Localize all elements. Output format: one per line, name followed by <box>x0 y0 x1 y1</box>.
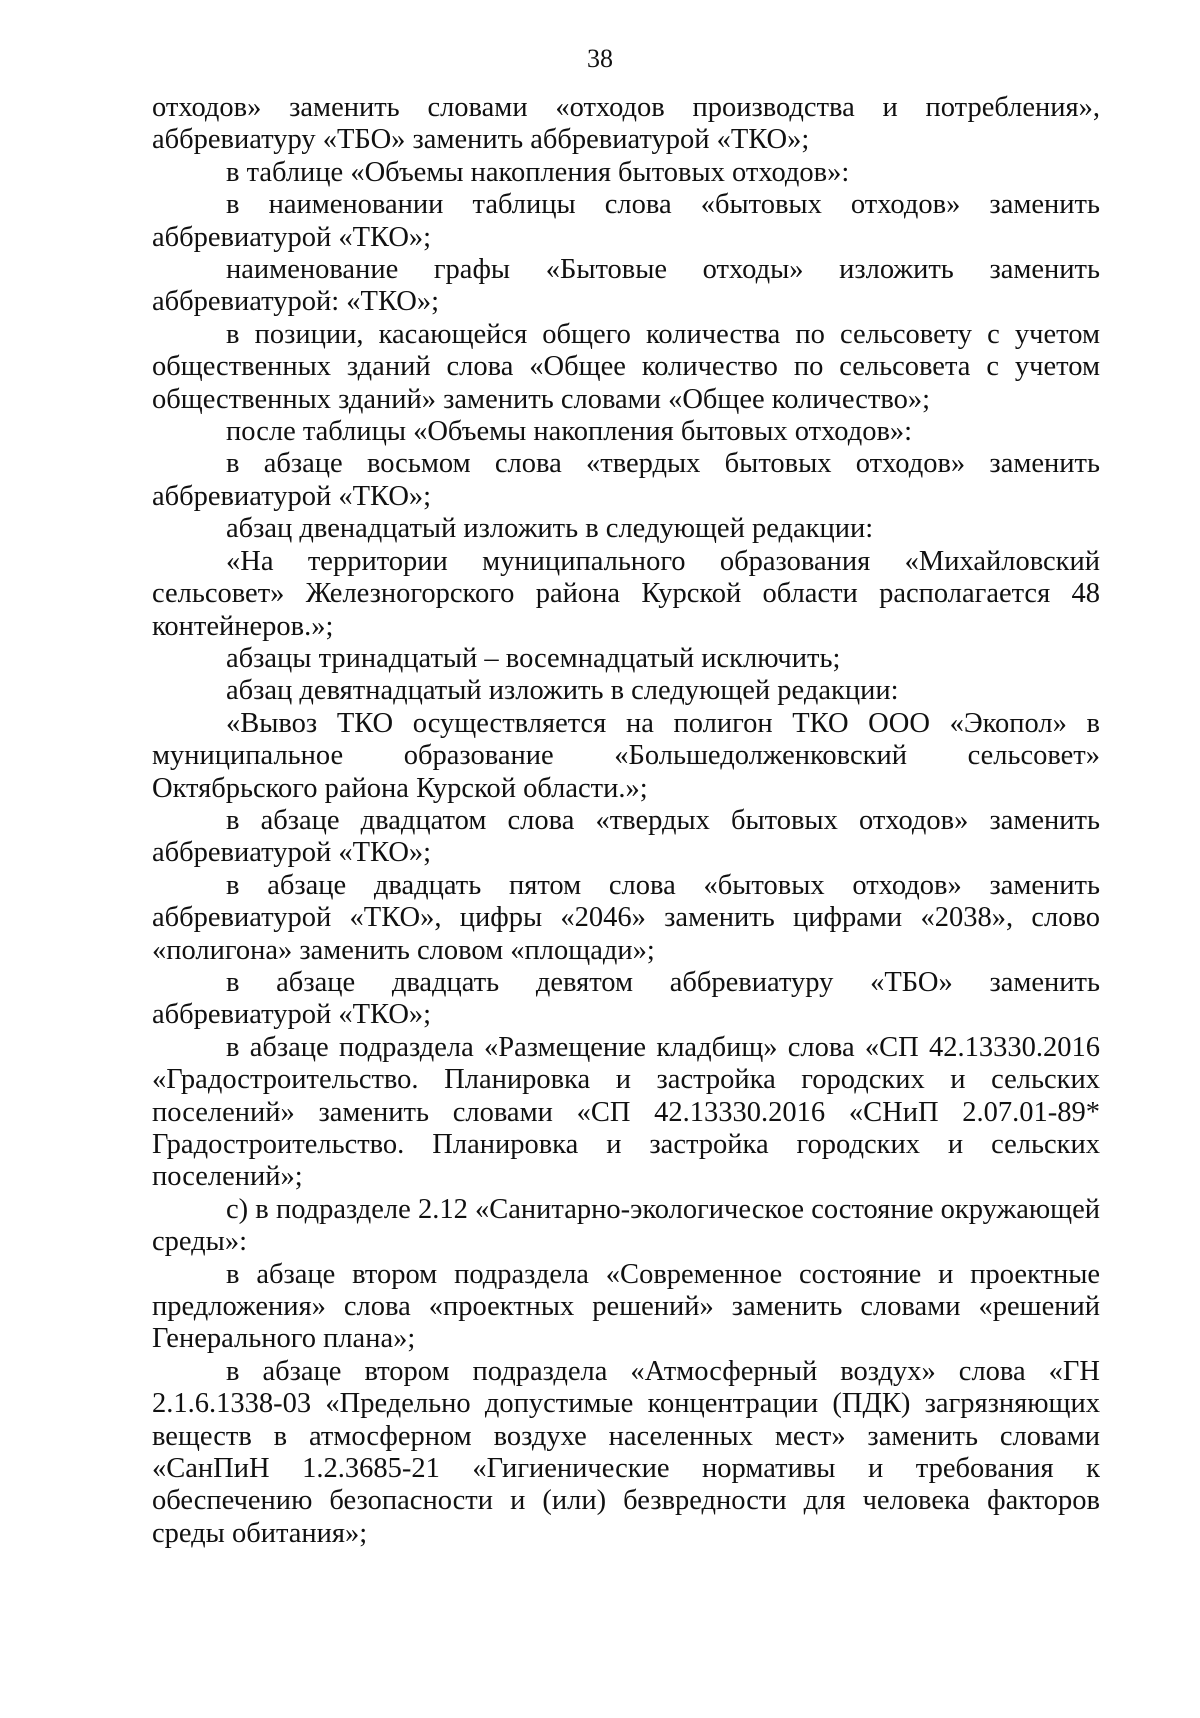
paragraph: в абзаце подраздела «Размещение кладбищ» слова «СП 42.13330.2016 «Градостроительство. Планировка и застройка городских и сельских поселений» заменить словами «СП 42.13330.2016 «СНиП 2.07.01-89* Градостроительство. Планировка и застройка городских и сельских поселений»; <box>152 1031 1100 1193</box>
paragraph: абзац девятнадцатый изложить в следующей редакции: <box>226 675 899 707</box>
paragraph: в абзаце двадцать девятом аббревиатуру «ТБО» заменить аббревиатурой «ТКО»; <box>152 966 1100 1031</box>
paragraph: в абзаце втором подраздела «Современное состояние и проектные предложения» слова «проектных решений» заменить словами «решений Генерального плана»; <box>152 1258 1100 1355</box>
paragraph: «На территории муниципального образования «Михайловский сельсовет» Железногорского района Курской области располагается 48 контейнеров.»; <box>152 545 1100 642</box>
paragraph: в позиции, касающейся общего количества по сельсовету с учетом общественных зданий слова «Общее количество по сельсовета с учетом общественных зданий» заменить словами «Общее количество»; <box>152 318 1100 415</box>
paragraph: в абзаце восьмом слова «твердых бытовых отходов» заменить аббревиатурой «ТКО»; <box>152 448 1100 512</box>
paragraph: в наименовании таблицы слова «бытовых отходов» заменить аббревиатурой «ТКО»; <box>152 189 1100 253</box>
paragraph: абзацы тринадцатый – восемнадцатый исключить; <box>226 642 841 674</box>
paragraph: в абзаце двадцать пятом слова «бытовых отходов» заменить аббревиатурой «ТКО», цифры «2046» заменить цифрами «2038», слово «полигона» заменить словом «площади»; <box>152 869 1100 966</box>
paragraph: «Вывоз ТКО осуществляется на полигон ТКО ООО «Экопол» в муниципальное образование «Большедолженковский сельсовет» Октябрьского района Курской области.»; <box>152 707 1100 804</box>
paragraph: после таблицы «Объемы накопления бытовых отходов»: <box>226 416 913 448</box>
paragraph: абзац двенадцатый изложить в следующей редакции: <box>226 513 874 545</box>
document-body <box>152 92 1100 1550</box>
page-number: 38 <box>587 44 613 73</box>
paragraph: наименование графы «Бытовые отходы» изложить заменить аббревиатурой: «ТКО»; <box>152 254 1100 318</box>
paragraph: в абзаце втором подраздела «Атмосферный воздух» слова «ГН 2.1.6.1338-03 «Предельно допустимые концентрации (ПДК) загрязняющих веществ в атмосферном воздухе населенных мест» заменить словами «СанПиН 1.2.3685-21 «Гигиенические нормативы и требования к обеспечению безопасности и (или) безвредности для человека факторов среды обитания»; <box>152 1355 1100 1549</box>
paragraph: в таблице «Объемы накопления бытовых отходов»: <box>226 156 850 188</box>
paragraph: отходов» заменить словами «отходов производства и потребления», аббревиатуру «ТБО» заменить аббревиатурой «ТКО»; <box>152 92 1100 156</box>
paragraph: в абзаце двадцатом слова «твердых бытовых отходов» заменить аббревиатурой «ТКО»; <box>152 804 1100 869</box>
paragraph: с) в подразделе 2.12 «Санитарно-экологическое состояние окружающей среды»: <box>152 1193 1100 1258</box>
